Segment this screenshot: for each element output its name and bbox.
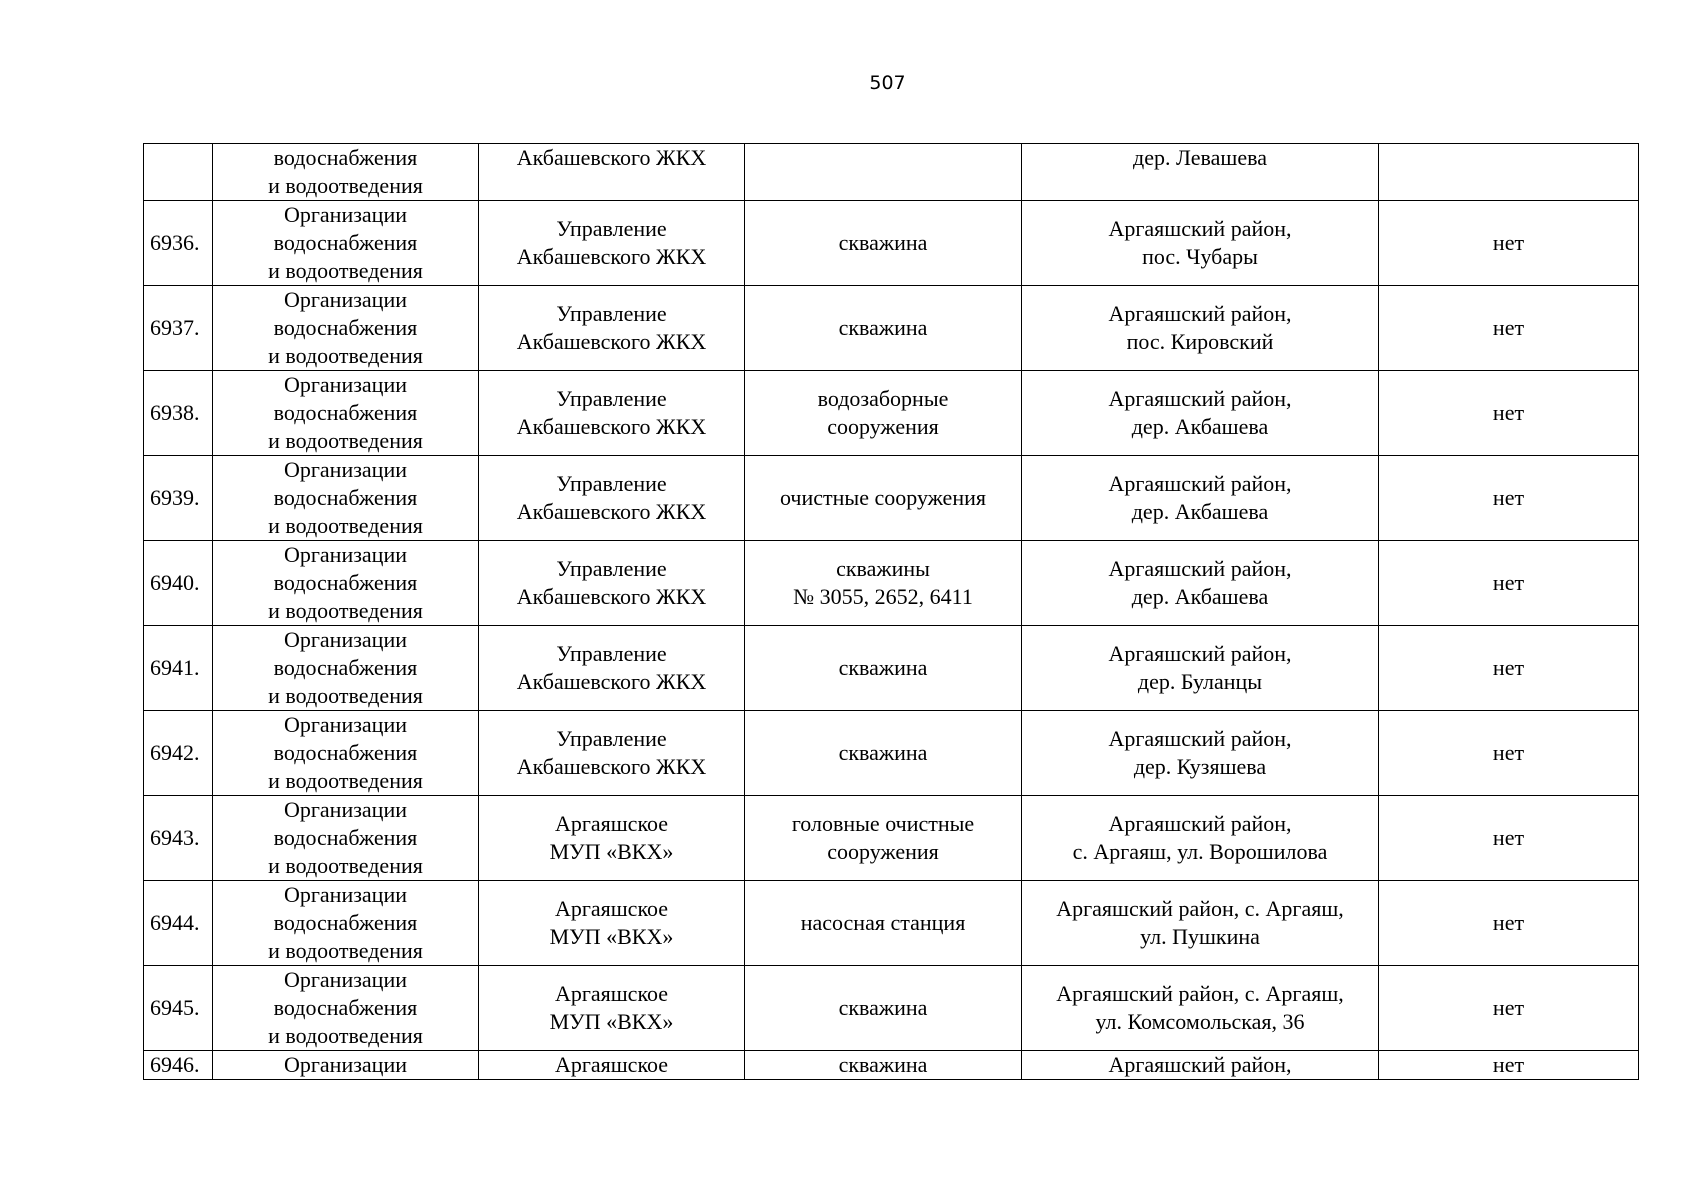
organization-line: Аргаяшское [554, 1052, 669, 1077]
organization-cell [479, 286, 745, 371]
object-line: скважина [838, 655, 928, 680]
address-line: ул. Комсомольская, 36 [1095, 1009, 1305, 1034]
object-line: головные очистные [791, 811, 975, 836]
address-cell [1022, 626, 1379, 711]
address-line: пос. Чубары [1142, 244, 1258, 269]
organization-line: Управление [556, 556, 667, 581]
category-line: Организации [284, 372, 407, 397]
table-row [144, 541, 1639, 626]
object-line: насосная станция [800, 910, 966, 935]
category-line: и водоотведения [268, 768, 423, 793]
row-number: 6940. [144, 541, 213, 626]
status-cell: нет [1379, 881, 1639, 966]
address-cell [1022, 711, 1379, 796]
object-cell [745, 371, 1022, 456]
address-line: дер. Кузяшева [1133, 754, 1267, 779]
object-line: сооружения [827, 839, 939, 864]
organization-cell [479, 796, 745, 881]
address-line: Аргаяшский район, [1108, 216, 1292, 241]
object-cell [745, 1051, 1022, 1080]
table-row [144, 796, 1639, 881]
category-line: и водоотведения [268, 683, 423, 708]
organization-cell [479, 541, 745, 626]
row-number: 6942. [144, 711, 213, 796]
category-line: Организации [284, 797, 407, 822]
category-cell [213, 626, 479, 711]
category-line: и водоотведения [268, 938, 423, 963]
category-line: Организации [284, 712, 407, 737]
category-line: Организации [284, 967, 407, 992]
table-row [144, 144, 1639, 201]
address-line: дер. Буланцы [1137, 669, 1263, 694]
facilities-table [143, 143, 1639, 1080]
object-line: скважина [838, 230, 928, 255]
status-cell: нет [1379, 711, 1639, 796]
organization-cell [479, 626, 745, 711]
table-row [144, 371, 1639, 456]
row-number: 6945. [144, 966, 213, 1051]
object-cell [745, 796, 1022, 881]
organization-line: Аргаяшское [554, 811, 669, 836]
status-cell: нет [1379, 626, 1639, 711]
organization-line: Аргаяшское [554, 896, 669, 921]
address-line: ул. Пушкина [1140, 924, 1260, 949]
object-line: очистные сооружения [780, 485, 986, 510]
organization-line: Акбашевского ЖКХ [516, 499, 707, 524]
category-cell [213, 371, 479, 456]
status-cell: нет [1379, 1051, 1639, 1080]
organization-cell [479, 711, 745, 796]
category-cell [213, 541, 479, 626]
object-cell [745, 541, 1022, 626]
category-line: и водоотведения [268, 173, 423, 198]
organization-line: Управление [556, 301, 667, 326]
table-row [144, 881, 1639, 966]
table-row [144, 286, 1639, 371]
category-cell [213, 881, 479, 966]
category-cell [213, 796, 479, 881]
object-cell [745, 881, 1022, 966]
address-cell [1022, 1051, 1379, 1080]
category-line: водоснабжения [273, 740, 418, 765]
object-line: скважина [838, 315, 928, 340]
address-line: Аргаяшский район, [1108, 641, 1292, 666]
category-line: Организации [284, 627, 407, 652]
category-line: и водоотведения [268, 258, 423, 283]
table-row [144, 966, 1639, 1051]
object-cell [745, 626, 1022, 711]
category-cell [213, 201, 479, 286]
organization-cell [479, 456, 745, 541]
table-body [144, 144, 1639, 1080]
category-cell [213, 456, 479, 541]
category-line: водоснабжения [273, 145, 418, 170]
object-cell [745, 144, 1022, 201]
status-cell: нет [1379, 286, 1639, 371]
status-cell: нет [1379, 541, 1639, 626]
address-cell [1022, 796, 1379, 881]
object-cell [745, 286, 1022, 371]
table-row [144, 456, 1639, 541]
status-cell: нет [1379, 796, 1639, 881]
address-line: Аргаяшский район, [1108, 556, 1292, 581]
status-cell: нет [1379, 456, 1639, 541]
address-cell [1022, 201, 1379, 286]
table-row [144, 201, 1639, 286]
organization-line: Управление [556, 216, 667, 241]
organization-line: Акбашевского ЖКХ [516, 329, 707, 354]
address-line: дер. Акбашева [1131, 499, 1269, 524]
address-line: Аргаяшский район, [1108, 1052, 1292, 1077]
status-cell: нет [1379, 371, 1639, 456]
organization-cell [479, 144, 745, 201]
organization-cell [479, 1051, 745, 1080]
row-number: 6937. [144, 286, 213, 371]
address-cell [1022, 541, 1379, 626]
address-cell [1022, 371, 1379, 456]
organization-line: МУП «ВКХ» [549, 924, 674, 949]
organization-line: Управление [556, 641, 667, 666]
status-cell: нет [1379, 966, 1639, 1051]
address-line: дер. Левашева [1133, 145, 1267, 170]
object-line: скважины [836, 556, 930, 581]
address-line: Аргаяшский район, [1108, 301, 1292, 326]
object-line: сооружения [827, 414, 939, 439]
category-line: водоснабжения [273, 230, 418, 255]
object-line: скважина [838, 1052, 928, 1077]
row-number: 6944. [144, 881, 213, 966]
object-cell [745, 711, 1022, 796]
organization-line: Акбашевского ЖКХ [516, 244, 707, 269]
organization-line: Акбашевского ЖКХ [516, 145, 707, 170]
address-cell [1022, 144, 1379, 201]
organization-cell [479, 371, 745, 456]
category-line: Организации [284, 1052, 407, 1077]
category-line: Организации [284, 202, 407, 227]
address-line: Аргаяшский район, [1108, 386, 1292, 411]
address-cell [1022, 881, 1379, 966]
organization-line: Управление [556, 471, 667, 496]
address-line: пос. Кировский [1126, 329, 1274, 354]
category-line: водоснабжения [273, 485, 418, 510]
category-line: и водоотведения [268, 428, 423, 453]
category-line: Организации [284, 457, 407, 482]
category-line: Организации [284, 287, 407, 312]
category-line: водоснабжения [273, 315, 418, 340]
object-line: скважина [838, 740, 928, 765]
category-line: водоснабжения [273, 995, 418, 1020]
address-line: Аргаяшский район, с. Аргаяш, [1056, 981, 1344, 1006]
organization-line: Акбашевского ЖКХ [516, 584, 707, 609]
row-number: 6946. [144, 1051, 213, 1080]
category-line: Организации [284, 882, 407, 907]
address-line: Аргаяшский район, с. Аргаяш, [1056, 896, 1344, 921]
organization-cell [479, 201, 745, 286]
category-line: и водоотведения [268, 343, 423, 368]
row-number [144, 144, 213, 201]
address-line: Аргаяшский район, [1108, 726, 1292, 751]
address-line: дер. Акбашева [1131, 584, 1269, 609]
row-number: 6943. [144, 796, 213, 881]
page-number: 507 [869, 72, 906, 94]
organization-line: Аргаяшское [554, 981, 669, 1006]
organization-line: Акбашевского ЖКХ [516, 754, 707, 779]
category-cell [213, 286, 479, 371]
object-cell [745, 966, 1022, 1051]
category-line: и водоотведения [268, 1023, 423, 1048]
category-line: водоснабжения [273, 400, 418, 425]
status-cell: нет [1379, 201, 1639, 286]
address-cell [1022, 456, 1379, 541]
table-row [144, 711, 1639, 796]
organization-line: МУП «ВКХ» [549, 839, 674, 864]
category-cell [213, 1051, 479, 1080]
table-row [144, 626, 1639, 711]
category-line: водоснабжения [273, 655, 418, 680]
object-line: скважина [838, 995, 928, 1020]
row-number: 6941. [144, 626, 213, 711]
organization-line: Управление [556, 726, 667, 751]
status-cell [1379, 144, 1639, 201]
category-cell [213, 144, 479, 201]
category-line: и водоотведения [268, 598, 423, 623]
category-line: Организации [284, 542, 407, 567]
address-line: Аргаяшский район, [1108, 811, 1292, 836]
category-line: водоснабжения [273, 910, 418, 935]
object-line: № 3055, 2652, 6411 [793, 584, 973, 609]
category-line: водоснабжения [273, 570, 418, 595]
category-cell [213, 711, 479, 796]
address-line: дер. Акбашева [1131, 414, 1269, 439]
category-line: и водоотведения [268, 513, 423, 538]
category-line: водоснабжения [273, 825, 418, 850]
object-line: водозаборные [817, 386, 949, 411]
row-number: 6938. [144, 371, 213, 456]
address-line: с. Аргаяш, ул. Ворошилова [1072, 839, 1328, 864]
category-cell [213, 966, 479, 1051]
organization-line: Управление [556, 386, 667, 411]
address-cell [1022, 286, 1379, 371]
organization-cell [479, 966, 745, 1051]
table-row [144, 1051, 1639, 1080]
address-line: Аргаяшский район, [1108, 471, 1292, 496]
organization-line: МУП «ВКХ» [549, 1009, 674, 1034]
row-number: 6939. [144, 456, 213, 541]
object-cell [745, 456, 1022, 541]
object-cell [745, 201, 1022, 286]
organization-cell [479, 881, 745, 966]
organization-line: Акбашевского ЖКХ [516, 669, 707, 694]
row-number: 6936. [144, 201, 213, 286]
address-cell [1022, 966, 1379, 1051]
organization-line: Акбашевского ЖКХ [516, 414, 707, 439]
category-line: и водоотведения [268, 853, 423, 878]
